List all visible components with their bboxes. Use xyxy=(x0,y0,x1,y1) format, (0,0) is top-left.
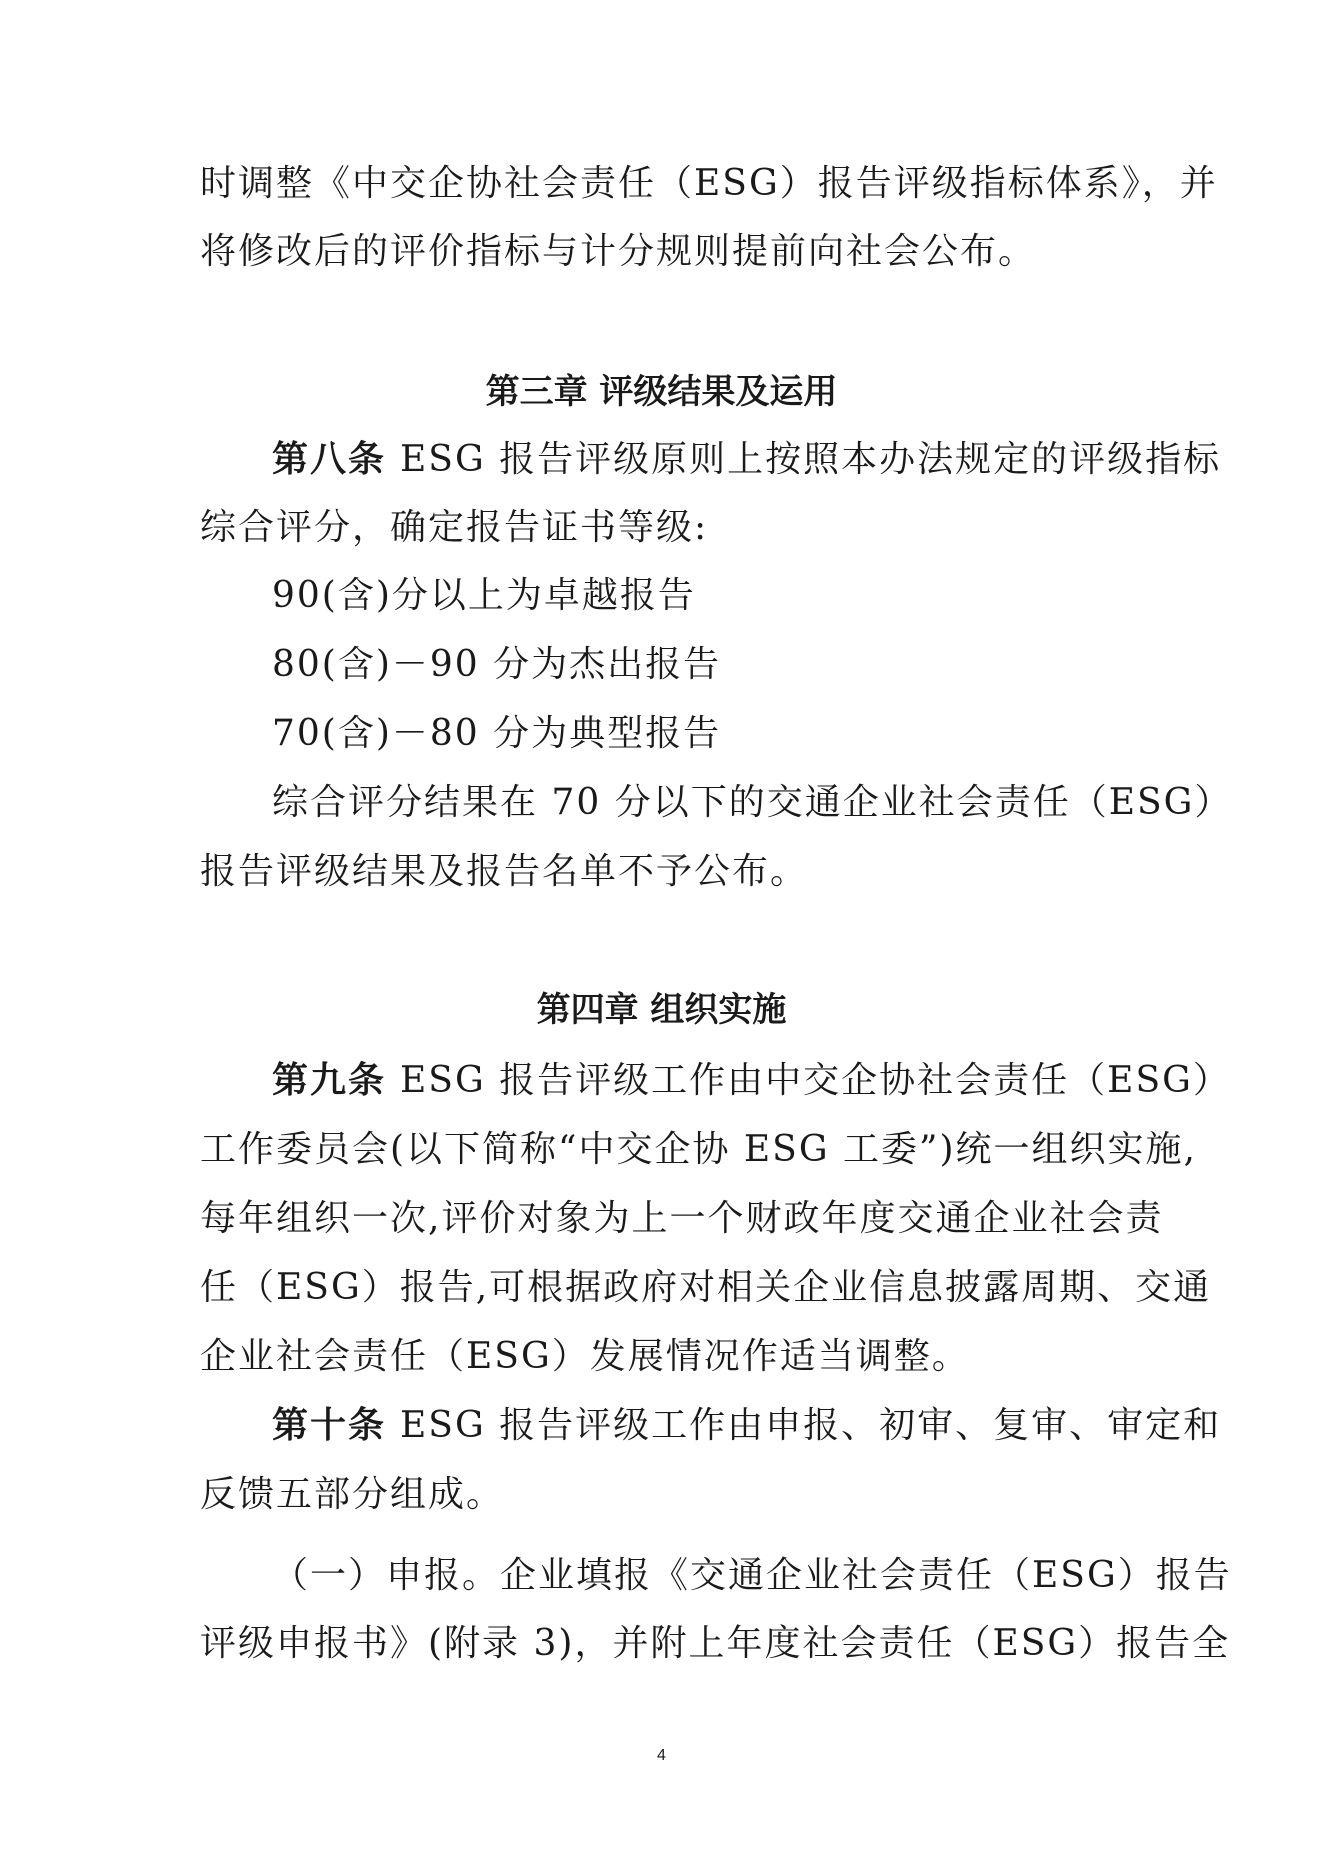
article-9-line-2: 工作委员会(以下简称“中交企协 ESG 工委”)统一组织实施, xyxy=(200,1129,1197,1170)
chapter-4-title: 第四章 组织实施 xyxy=(536,990,787,1030)
article-8-text-1: ESG 报告评级原则上按照本办法规定的评级指标 xyxy=(400,439,1222,480)
article-8-label: 第八条 xyxy=(272,439,387,480)
article-10-line-2: 反馈五部分组成。 xyxy=(200,1474,505,1515)
grade-excellent: 90(含)分以上为卓越报告 xyxy=(272,575,696,616)
article-8-line-1 xyxy=(272,439,1222,480)
article-10-label: 第十条 xyxy=(272,1405,387,1446)
article-9-line-1 xyxy=(272,1060,1231,1101)
article-9-line-4: 任（ESG）报告,可根据政府对相关企业信息披露周期、交通 xyxy=(200,1267,1212,1308)
article-8-note-line-2: 报告评级结果及报告名单不予公布。 xyxy=(200,851,809,892)
grade-outstanding: 80(含)－90 分为杰出报告 xyxy=(272,644,722,685)
item-1-line-2: 评级申报书》(附录 3)，并附上年度社会责任（ESG）报告全 xyxy=(200,1623,1231,1664)
intro-line-2: 将修改后的评价指标与计分规则提前向社会公布。 xyxy=(200,231,1037,272)
article-9-line-5: 企业社会责任（ESG）发展情况作适当调整。 xyxy=(200,1336,970,1377)
article-10-line-1 xyxy=(272,1405,1222,1446)
article-9-line-3: 每年组织一次,评价对象为上一个财政年度交通企业社会责 xyxy=(200,1198,1164,1239)
article-9-text-1: ESG 报告评级工作由中交企协社会责任（ESG） xyxy=(400,1060,1231,1101)
article-8-note-line-1: 综合评分结果在 70 分以下的交通企业社会责任（ESG） xyxy=(272,782,1233,823)
grade-typical: 70(含)－80 分为典型报告 xyxy=(272,713,722,754)
page-number: 4 xyxy=(657,1747,666,1764)
chapter-3-title: 第三章 评级结果及运用 xyxy=(485,372,838,412)
article-9-label: 第九条 xyxy=(272,1060,387,1101)
intro-line-1: 时调整《中交企协社会责任（ESG）报告评级指标体系》，并 xyxy=(200,163,1218,204)
article-8-line-2: 综合评分，确定报告证书等级: xyxy=(200,507,709,548)
article-10-text-1: ESG 报告评级工作由申报、初审、复审、审定和 xyxy=(400,1405,1222,1446)
item-1-line-1: （一）申报。企业填报《交通企业社会责任（ESG）报告 xyxy=(272,1555,1232,1596)
